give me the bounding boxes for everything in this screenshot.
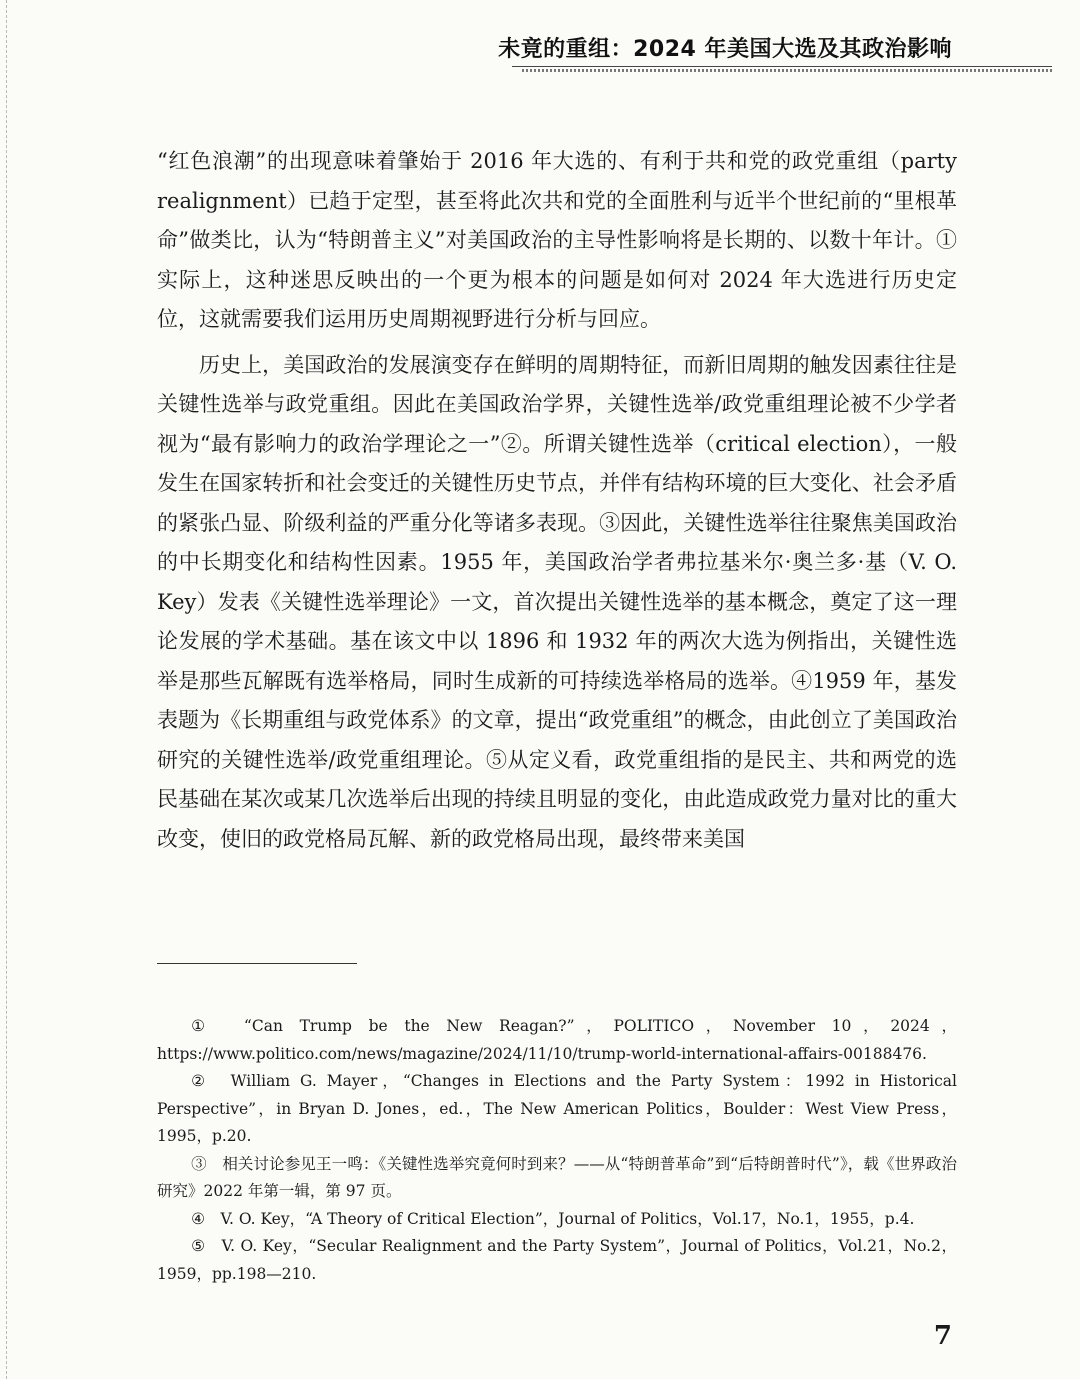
footnote-item: ③ 相关讨论参见王一鸣：《关键性选举究竟何时到来？——从“特朗普革命”到“后特朗普时代”》，载《世界政治研究》2022 年第一辑，第 97 页。 — [157, 1154, 957, 1200]
header-rule — [512, 66, 1052, 67]
footnote-item: ④ V. O. Key，“A Theory of Critical Election”，Journal of Politics，Vol.17，No.1，1955，p.4. — [191, 1209, 915, 1228]
footnote-item: ⑤ V. O. Key，“Secular Realignment and the Party System”，Journal of Politics，Vol.21，No.2，1959，pp.198—210. — [157, 1237, 957, 1283]
header-rule-decorative — [522, 69, 1052, 72]
running-header-title: 未竟的重组：2024 年美国大选及其政治影响 — [498, 37, 952, 62]
footnote-separator — [157, 963, 357, 964]
paragraph: “红色浪潮”的出现意味着肇始于 2016 年大选的、有利于共和党的政党重组（party realignment）已趋于定型，甚至将此次共和党的全面胜利与近半个世纪前的“里根革命”做类比，认为“特朗普主义”对美国政治的主导性影响将是长期的、以数十年计。①实际上，这种迷思反映出的一个更为根本的问题是如何对 2024 年大选进行历史定位，这就需要我们运用历史周期视野进行分析与回应。 — [157, 149, 957, 331]
body-text — [157, 142, 957, 859]
footnote-item: ② William G. Mayer，“Changes in Elections and the Party System：1992 in Historical Perspective”，in Bryan D. Jones，ed.，The New American Politics，Boulder：West View Press，1995，p.20. — [157, 1072, 957, 1145]
running-header — [498, 28, 1052, 62]
paragraph: 历史上，美国政治的发展演变存在鲜明的周期特征，而新旧周期的触发因素往往是关键性选举与政党重组。因此在美国政治学界，关键性选举/政党重组理论被不少学者视为“最有影响力的政治学理论之一”②。所谓关键性选举（critical election），一般发生在国家转折和社会变迁的关键性历史节点，并伴有结构环境的巨大变化、社会矛盾的紧张凸显、阶级利益的严重分化等诸多表现。③因此，关键性选举往往聚焦美国政治的中长期变化和结构性因素。1955 年，美国政治学者弗拉基米尔·奥兰多·基（V. O. Key）发表《关键性选举理论》一文，首次提出关键性选举的基本概念，奠定了这一理论发展的学术基础。基在该文中以 1896 和 1932 年的两次大选为例指出，关键性选举是那些瓦解既有选举格局，同时生成新的可持续选举格局的选举。④1959 年，基发表题为《长期重组与政党体系》的文章，提出“政党重组”的概念，由此创立了美国政治研究的关键性选举/政党重组理论。⑤从定义看，政党重组指的是民主、共和两党的选民基础在某次或某几次选举后出现的持续且明显的变化，由此造成政党力量对比的重大改变，使旧的政党格局瓦解、新的政党格局出现，最终带来美国 — [157, 352, 957, 851]
footnote-item: ① “Can Trump be the New Reagan?”，POLITICO，November 10，2024，https://www.politico.com/news/magazine/2024/11/10/trump-world-international-affairs-00188476. — [157, 1017, 957, 1063]
page-number: 7 — [933, 1321, 952, 1351]
page-edge — [6, 0, 7, 1379]
footnotes — [157, 1013, 957, 1288]
